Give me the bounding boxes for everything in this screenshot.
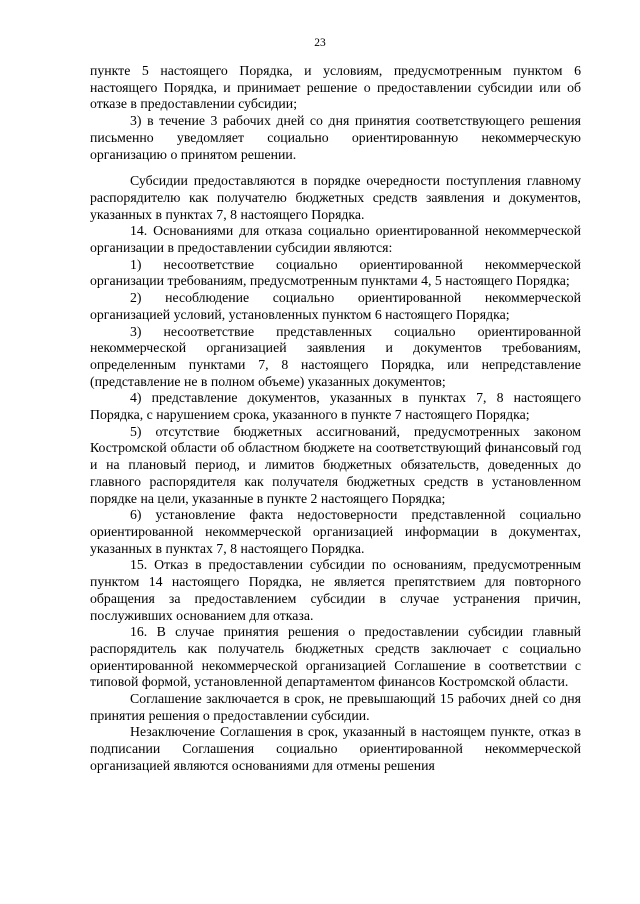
paragraph-14-refusal-grounds: 14. Основаниями для отказа социально ориентированной некоммерческой организации в предоставлении субсидии являются:	[90, 223, 581, 256]
paragraph-non-conclusion: Незаключение Соглашения в срок, указанный в настоящем пункте, отказ в подписании Соглашения социально ориентированной некоммерческой организацией являются основаниями для отмены решения	[90, 724, 581, 773]
paragraph-ground-1: 1) несоответствие социально ориентированной некоммерческой организации требованиям, предусмотренным пунктами 4, 5 настоящего Порядка;	[90, 256, 581, 289]
paragraph-agreement-term: Соглашение заключается в срок, не превышающий 15 рабочих дней со дня принятия решения о предоставлении субсидии.	[90, 691, 581, 723]
paragraph-ground-2: 2) несоблюдение социально ориентированной некоммерческой организацией условий, установленных пунктом 6 настоящего Порядка;	[90, 290, 581, 322]
paragraph-16-agreement: 16. В случае принятия решения о предоставлении субсидии главный распорядитель как получатель бюджетных средств заключает с социально ориентированной некоммерческой организацией Соглашение в соответствии с типовой формой, установленной департаментом финансов Костромской области.	[90, 624, 581, 690]
paragraph-ground-3: 3) несоответствие представленных социально ориентированной некоммерческой организацией заявления и документов требованиям, определенным пунктами 7, 8 настоящего Порядка, или непредставление (представление не в полном объеме) указанных документов;	[90, 323, 581, 389]
paragraph-ground-6: 6) установление факта недостоверности представленной социально ориентированной некоммерческой организацией информации в документах, указанных в пунктах 7, 8 настоящего Порядка.	[90, 507, 581, 556]
paragraph-ground-4: 4) представление документов, указанных в пунктах 7, 8 настоящего Порядка, с нарушением срока, указанного в пункте 7 настоящего Порядка;	[90, 390, 581, 423]
paragraph-order-of-subsidies: Субсидии предоставляются в порядке очередности поступления главному распорядителю как получателю бюджетных средств заявления и документов, указанных в пунктах 7, 8 настоящего Порядка.	[90, 173, 581, 222]
document-body	[90, 63, 581, 775]
paragraph-item-3-notification: 3) в течение 3 рабочих дней со дня принятия соответствующего решения письменно уведомляет социально ориентированную некоммерческую организацию о принятом решении.	[90, 113, 581, 162]
page-number: 23	[314, 37, 326, 49]
paragraph-continuation: пункте 5 настоящего Порядка, и условиям, предусмотренным пунктом 6 настоящего Порядка, и принимает решение о предоставлении субсидии или об отказе в предоставлении субсидии;	[90, 63, 581, 112]
paragraph-ground-5: 5) отсутствие бюджетных ассигнований, предусмотренных законом Костромской области об областном бюджете на соответствующий финансовый год и на плановый период, и лимитов бюджетных обязательств, доведенных до главного распорядителя как получателя бюджетных средств в установленном порядке на цели, указанные в пункте 2 настоящего Порядка;	[90, 423, 581, 506]
paragraph-15-repeat-application: 15. Отказ в предоставлении субсидии по основаниям, предусмотренным пунктом 14 настоящего Порядка, не является препятствием для повторного обращения за предоставлением субсидии в случае устранения причин, послуживших основанием для отказа.	[90, 557, 581, 623]
